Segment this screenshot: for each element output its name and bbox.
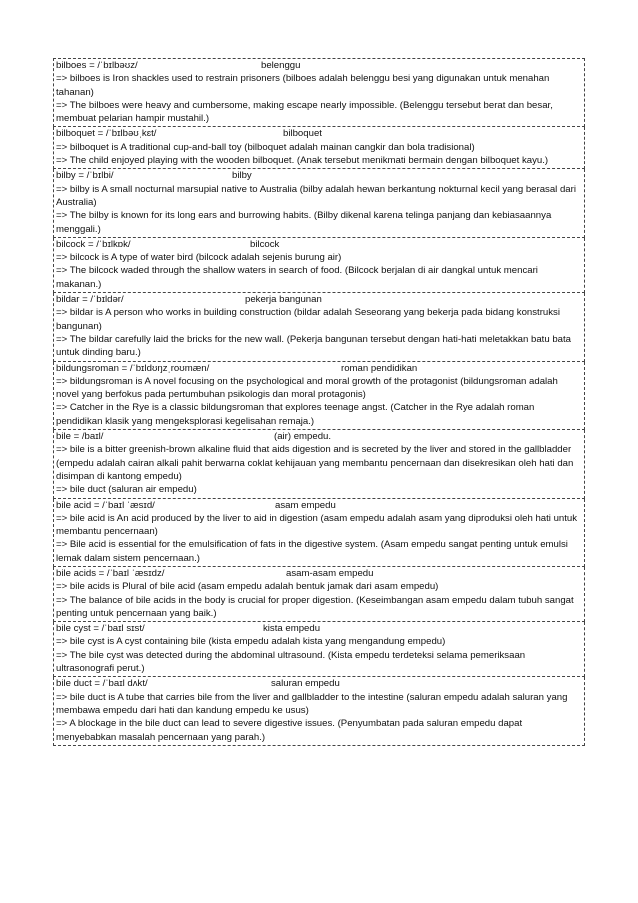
translation: belenggu (261, 60, 301, 71)
entry-bildungsroman (53, 362, 585, 430)
translation: saluran empedu (271, 678, 340, 690)
entry-head (56, 430, 583, 443)
headword-pronunciation: bile cyst = /ˈbaɪl sɪst/ (56, 623, 145, 635)
definition-line: => bile cyst is A cyst containing bile (kista empedu adalah kista yang mengandung empedu) (56, 636, 446, 648)
definition-line: => bile acid is An acid produced by the liver to aid in digestion (asam empedu adalah asam yang diproduksi oleh hati untuk membantu pencernaan) (56, 512, 578, 538)
entry-head (56, 59, 583, 72)
example-line: => The bildar carefully laid the bricks for the new wall. (Pekerja bangunan tersebut dengan hati-hati meletakkan batu bata untuk dinding baru.) (56, 333, 571, 359)
headword-pronunciation: bildar = /ˈbɪldər/ (56, 294, 124, 306)
definition-line: => bilboes is Iron shackles used to restrain prisoners (bilboes adalah belenggu besi yang digunakan untuk menahan tahanan) (56, 73, 550, 98)
definition-line: => bilboquet is A traditional cup-and-ball toy (bilboquet adalah mainan cangkir dan bola tradisional) (56, 141, 475, 153)
entry-head (56, 169, 583, 182)
translation: bilby (232, 170, 252, 182)
entry-bile (53, 430, 585, 498)
definition-line: => bile acids is Plural of bile acid (asam empedu adalah bentuk jamak dari asam empedu) (56, 581, 439, 593)
translation: roman pendidikan (341, 362, 418, 374)
entry-head (56, 499, 583, 512)
headword-pronunciation: bilcock = /ˈbɪlkɒk/ (56, 238, 131, 250)
entry-bile-acids (53, 567, 585, 622)
translation: bilcock (250, 238, 280, 250)
entry-bile-cyst (53, 622, 585, 677)
definition-line: => bildungsroman is A novel focusing on the psychological and moral growth of the protagonist (bildungsroman adalah novel yang berfokus pada pertumbuhan psikologis dan moral protagonis) (56, 375, 558, 401)
entry-head (56, 677, 583, 690)
headword-pronunciation: bile duct = /ˈbaɪl dʌkt/ (56, 678, 148, 690)
example-line: => The bilboes were heavy and cumbersome, making escape nearly impossible. (Belenggu tersebut berat dan besar, membuat pelarian hampir mustahil.) (56, 99, 553, 125)
example-line: => Bile acid is essential for the emulsification of fats in the digestive system. (Asam empedu sangat penting untuk emulsi lemak dalam sistem pencernaan.) (56, 539, 568, 564)
entry-bile-duct (53, 677, 585, 745)
entry-bilcock (53, 238, 585, 293)
headword-pronunciation: bile acid = /ˈbaɪl ˈæsɪd/ (56, 499, 155, 511)
headword-pronunciation: bilby = /ˈbɪlbi/ (56, 170, 114, 182)
translation: kista empedu (263, 623, 321, 635)
translation: asam-asam empedu (286, 567, 374, 579)
entry-head (56, 127, 583, 140)
entry-head (56, 238, 583, 251)
entry-bilboquet (53, 127, 585, 169)
headword-pronunciation: bile = /baɪl/ (56, 431, 104, 443)
translation: asam empedu (275, 499, 336, 511)
headword-pronunciation: bile acids = /ˈbaɪl ˈæsɪdz/ (56, 567, 165, 579)
entry-head (56, 362, 583, 375)
definition-line: => bile duct is A tube that carries bile from the liver and gallbladder to the intestine (saluran empedu adalah saluran yang membawa empedu dari hati dan kandung empedu ke usus) (56, 691, 568, 716)
example-line: => The bilby is known for its long ears and burrowing habits. (Bilby dikenal karena telinga panjang dan kebiasaannya menggali.) (56, 210, 552, 235)
headword-pronunciation: bildungsroman = /ˈbɪldʊŋzˌroʊmæn/ (56, 362, 210, 374)
example-line: => Catcher in the Rye is a classic bildungsroman that explores teenage angst. (Catcher in the Rye adalah roman pendidikan klasik yang mengeksplorasi kegelisahan remaja.) (56, 402, 535, 427)
example-line: => A blockage in the bile duct can lead to severe digestive issues. (Penyumbatan pada saluran empedu dapat menyebabkan masalah pencernaan yang parah.) (56, 718, 523, 743)
definition-line: => bile is a bitter greenish-brown alkaline fluid that aids digestion and is secreted by the liver and stored in the gallbladder (empedu adalah cairan alkali pahit berwarna coklat kehijauan yang membantu pencernaan dan disekresikan oleh hati dan disimpan di kantong empedu) (56, 444, 574, 482)
entry-head (56, 293, 583, 306)
headword-pronunciation: bilboes = /ˈbɪlbəʊz/ (56, 60, 138, 71)
definition-line: => bilcock is A type of water bird (bilcock adalah sejenis burung air) (56, 252, 342, 264)
entry-head (56, 622, 583, 635)
definition-line: => bildar is A person who works in building construction (bildar adalah Seseorang yang bekerja pada bidang konstruksi bangunan) (56, 307, 560, 332)
entry-bildar (53, 293, 585, 361)
entry-bilboes (53, 58, 585, 127)
example-line: => The balance of bile acids in the body is crucial for proper digestion. (Keseimbangan asam empedu dalam tubuh sangat penting untuk pencernaan yang baik.) (56, 594, 574, 619)
example-line: => The bile cyst was detected during the abdominal ultrasound. (Kista empedu terdeteksi selama pemeriksaan ultrasonografi perut.) (56, 649, 526, 675)
translation: (air) empedu. (274, 431, 332, 443)
headword-pronunciation: bilboquet = /ˈbɪlbəʊˌkɛt/ (56, 128, 157, 140)
example-line: => The child enjoyed playing with the wooden bilboquet. (Anak tersebut menikmati bermain dengan bilboquet kayu.) (56, 155, 549, 167)
dictionary-page (53, 58, 585, 746)
entry-head (56, 567, 583, 580)
example-line: => bile duct (saluran air empedu) (56, 484, 197, 496)
translation: pekerja bangunan (245, 294, 322, 306)
entry-bilby (53, 169, 585, 237)
example-line: => The bilcock waded through the shallow waters in search of food. (Bilcock berjalan di air dangkal untuk mencari makanan.) (56, 265, 538, 290)
translation: bilboquet (283, 128, 322, 140)
entry-bile-acid (53, 499, 585, 567)
definition-line: => bilby is A small nocturnal marsupial native to Australia (bilby adalah hewan berkantung nokturnal kecil yang berasal dari Australia) (56, 183, 576, 208)
